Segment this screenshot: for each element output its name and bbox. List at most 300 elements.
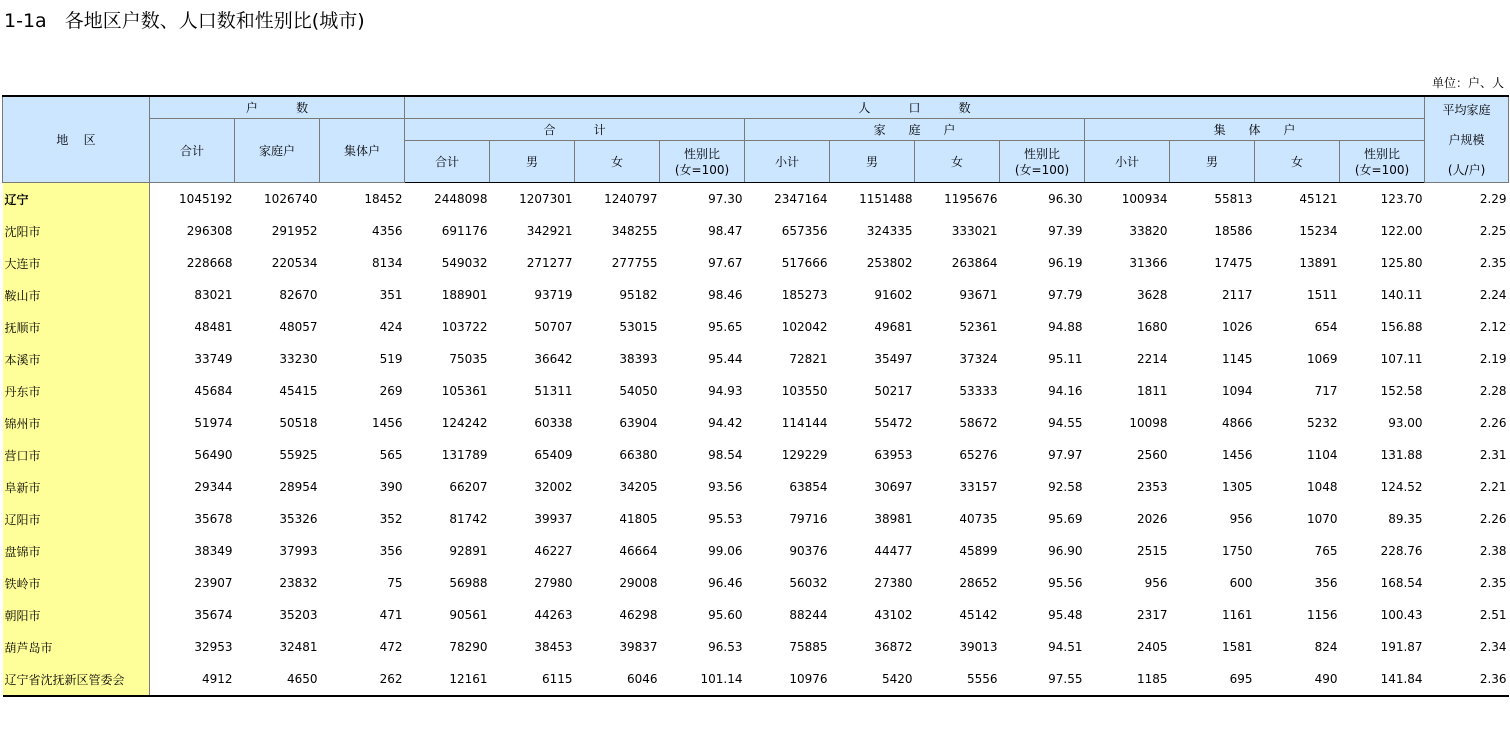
value-cell: 48057 bbox=[279, 320, 318, 334]
table-row bbox=[3, 247, 1509, 279]
avg-size-line-3: (人/户) bbox=[1447, 162, 1486, 177]
value-cell: 79716 bbox=[789, 512, 828, 526]
value-cell: 33157 bbox=[959, 480, 998, 494]
value-cell: 43102 bbox=[874, 608, 913, 622]
value-cell: 94.93 bbox=[708, 384, 743, 398]
value-cell: 75885 bbox=[789, 640, 828, 654]
value-cell: 35674 bbox=[194, 608, 233, 622]
value-cell: 60338 bbox=[534, 416, 573, 430]
value-cell: 78290 bbox=[449, 640, 488, 654]
value-cell: 97.39 bbox=[1048, 224, 1083, 238]
value-cell: 2.35 bbox=[1479, 256, 1507, 270]
value-cell: 32953 bbox=[194, 640, 233, 654]
value-cell: 2117 bbox=[1221, 288, 1253, 302]
value-cell: 50707 bbox=[534, 320, 573, 334]
value-cell: 654 bbox=[1314, 320, 1338, 334]
value-cell: 28652 bbox=[959, 576, 998, 590]
value-cell: 1240797 bbox=[604, 192, 658, 206]
value-cell: 93671 bbox=[959, 288, 998, 302]
value-cell: 46664 bbox=[619, 544, 658, 558]
value-cell: 101.14 bbox=[660, 663, 745, 696]
value-cell: 56032 bbox=[789, 576, 828, 590]
value-cell: 33230 bbox=[279, 352, 318, 366]
header-pop-total: 合 计 bbox=[405, 119, 745, 141]
table-row bbox=[3, 503, 1509, 535]
value-cell: 5420 bbox=[830, 663, 915, 696]
value-cell: 1456 bbox=[1221, 448, 1253, 462]
value-cell: 27380 bbox=[874, 576, 913, 590]
value-cell: 36642 bbox=[534, 352, 573, 366]
value-cell: 46298 bbox=[619, 608, 658, 622]
value-cell: 695 bbox=[1170, 663, 1255, 696]
value-cell: 228668 bbox=[186, 256, 233, 270]
value-cell: 63953 bbox=[874, 448, 913, 462]
value-cell: 12161 bbox=[405, 663, 490, 696]
header-population: 人 口 数 bbox=[405, 96, 1425, 119]
value-cell: 124.52 bbox=[1380, 480, 1423, 494]
value-cell: 228.76 bbox=[1380, 544, 1423, 558]
value-cell: 2515 bbox=[1136, 544, 1168, 558]
value-cell: 657356 bbox=[781, 224, 828, 238]
region-cell: 营口市 bbox=[3, 439, 150, 471]
value-cell: 37324 bbox=[959, 352, 998, 366]
value-cell: 48481 bbox=[194, 320, 233, 334]
value-cell: 269 bbox=[379, 384, 403, 398]
value-cell: 95182 bbox=[619, 288, 658, 302]
value-cell: 90376 bbox=[789, 544, 828, 558]
header-female: 女 bbox=[915, 141, 1000, 183]
value-cell: 31366 bbox=[1129, 256, 1168, 270]
value-cell: 56988 bbox=[449, 576, 488, 590]
value-cell: 352 bbox=[379, 512, 403, 526]
value-cell: 56490 bbox=[194, 448, 233, 462]
value-cell: 63854 bbox=[789, 480, 828, 494]
region-cell: 沈阳市 bbox=[3, 215, 150, 247]
header-subtotal: 小计 bbox=[745, 141, 830, 183]
value-cell: 1048 bbox=[1306, 480, 1338, 494]
value-cell: 717 bbox=[1314, 384, 1338, 398]
region-cell: 丹东市 bbox=[3, 375, 150, 407]
value-cell: 103722 bbox=[441, 320, 488, 334]
value-cell: 65276 bbox=[959, 448, 998, 462]
value-cell: 63904 bbox=[619, 416, 658, 430]
value-cell: 65409 bbox=[534, 448, 573, 462]
value-cell: 32002 bbox=[534, 480, 573, 494]
value-cell: 89.35 bbox=[1388, 512, 1423, 526]
value-cell: 30697 bbox=[874, 480, 913, 494]
table-row bbox=[3, 311, 1509, 343]
value-cell: 39013 bbox=[959, 640, 998, 654]
value-cell: 824 bbox=[1314, 640, 1338, 654]
value-cell: 1104 bbox=[1306, 448, 1338, 462]
region-cell: 辽宁省沈抚新区管委会 bbox=[3, 663, 150, 696]
value-cell: 390 bbox=[379, 480, 403, 494]
value-cell: 100.43 bbox=[1380, 608, 1423, 622]
value-cell: 956 bbox=[1144, 576, 1168, 590]
value-cell: 45415 bbox=[279, 384, 318, 398]
header-male: 男 bbox=[830, 141, 915, 183]
value-cell: 2347164 bbox=[774, 192, 828, 206]
header-hh-collective: 集体户 bbox=[320, 119, 405, 183]
value-cell: 23907 bbox=[194, 576, 233, 590]
value-cell: 18586 bbox=[1214, 224, 1253, 238]
value-cell: 2.31 bbox=[1479, 448, 1507, 462]
value-cell: 2.34 bbox=[1479, 640, 1507, 654]
value-cell: 2448098 bbox=[434, 192, 488, 206]
value-cell: 53015 bbox=[619, 320, 658, 334]
value-cell: 44477 bbox=[874, 544, 913, 558]
region-cell: 本溪市 bbox=[3, 343, 150, 375]
value-cell: 95.53 bbox=[708, 512, 743, 526]
value-cell: 96.19 bbox=[1048, 256, 1083, 270]
value-cell: 2026 bbox=[1136, 512, 1168, 526]
value-cell: 35203 bbox=[279, 608, 318, 622]
header-avg-household-size bbox=[1425, 96, 1509, 183]
value-cell: 5232 bbox=[1306, 416, 1338, 430]
region-cell: 鞍山市 bbox=[3, 279, 150, 311]
value-cell: 50217 bbox=[874, 384, 913, 398]
value-cell: 2.19 bbox=[1479, 352, 1507, 366]
value-cell: 600 bbox=[1229, 576, 1253, 590]
value-cell: 90561 bbox=[449, 608, 488, 622]
value-cell: 1094 bbox=[1221, 384, 1253, 398]
value-cell: 98.47 bbox=[708, 224, 743, 238]
value-cell: 549032 bbox=[441, 256, 488, 270]
value-cell: 956 bbox=[1229, 512, 1253, 526]
value-cell: 103550 bbox=[781, 384, 828, 398]
avg-size-line-1: 平均家庭 bbox=[1442, 102, 1491, 117]
value-cell: 99.06 bbox=[708, 544, 743, 558]
value-cell: 2.24 bbox=[1479, 288, 1507, 302]
header-hh-family: 家庭户 bbox=[235, 119, 320, 183]
value-cell: 72821 bbox=[789, 352, 828, 366]
value-cell: 93.00 bbox=[1388, 416, 1423, 430]
value-cell: 36872 bbox=[874, 640, 913, 654]
value-cell: 33820 bbox=[1129, 224, 1168, 238]
value-cell: 93719 bbox=[534, 288, 573, 302]
table-body bbox=[3, 183, 1509, 697]
value-cell: 8134 bbox=[371, 256, 403, 270]
value-cell: 1026 bbox=[1221, 320, 1253, 334]
value-cell: 37993 bbox=[279, 544, 318, 558]
value-cell: 129229 bbox=[781, 448, 828, 462]
table-row bbox=[3, 279, 1509, 311]
value-cell: 32481 bbox=[279, 640, 318, 654]
value-cell: 13891 bbox=[1299, 256, 1338, 270]
value-cell: 17475 bbox=[1214, 256, 1253, 270]
value-cell: 1456 bbox=[371, 416, 403, 430]
value-cell: 188901 bbox=[441, 288, 488, 302]
value-cell: 1750 bbox=[1221, 544, 1253, 558]
region-cell: 朝阳市 bbox=[3, 599, 150, 631]
value-cell: 324335 bbox=[866, 224, 913, 238]
value-cell: 2.38 bbox=[1479, 544, 1507, 558]
value-cell: 95.11 bbox=[1048, 352, 1083, 366]
value-cell: 333021 bbox=[951, 224, 998, 238]
region-cell: 阜新市 bbox=[3, 471, 150, 503]
value-cell: 220534 bbox=[271, 256, 318, 270]
table-row bbox=[3, 375, 1509, 407]
value-cell: 185273 bbox=[781, 288, 828, 302]
value-cell: 88244 bbox=[789, 608, 828, 622]
region-cell: 锦州市 bbox=[3, 407, 150, 439]
value-cell: 96.90 bbox=[1048, 544, 1083, 558]
header-hh-total: 合计 bbox=[150, 119, 235, 183]
value-cell: 471 bbox=[379, 608, 403, 622]
value-cell: 6115 bbox=[490, 663, 575, 696]
value-cell: 45142 bbox=[959, 608, 998, 622]
value-cell: 107.11 bbox=[1380, 352, 1423, 366]
value-cell: 2.29 bbox=[1479, 192, 1507, 206]
header-sex-ratio: 性别比 (女=100) bbox=[1340, 141, 1425, 183]
value-cell: 55925 bbox=[279, 448, 318, 462]
value-cell: 1207301 bbox=[519, 192, 573, 206]
value-cell: 4356 bbox=[371, 224, 403, 238]
value-cell: 191.87 bbox=[1380, 640, 1423, 654]
table-row bbox=[3, 183, 1509, 216]
value-cell: 1185 bbox=[1085, 663, 1170, 696]
value-cell: 424 bbox=[379, 320, 403, 334]
value-cell: 45684 bbox=[194, 384, 233, 398]
value-cell: 1161 bbox=[1221, 608, 1253, 622]
value-cell: 38981 bbox=[874, 512, 913, 526]
value-cell: 291952 bbox=[271, 224, 318, 238]
value-cell: 1305 bbox=[1221, 480, 1253, 494]
value-cell: 1511 bbox=[1306, 288, 1338, 302]
value-cell: 95.65 bbox=[708, 320, 743, 334]
value-cell: 95.69 bbox=[1048, 512, 1083, 526]
region-cell: 抚顺市 bbox=[3, 311, 150, 343]
value-cell: 1581 bbox=[1221, 640, 1253, 654]
value-cell: 2317 bbox=[1136, 608, 1168, 622]
region-cell: 盘锦市 bbox=[3, 535, 150, 567]
value-cell: 92.58 bbox=[1048, 480, 1083, 494]
value-cell: 342921 bbox=[526, 224, 573, 238]
header-region: 地 区 bbox=[3, 96, 150, 183]
value-cell: 125.80 bbox=[1380, 256, 1423, 270]
avg-size-line-2: 户规模 bbox=[1448, 132, 1485, 147]
page-title: 1-1a 各地区户数、人口数和性别比(城市) bbox=[4, 10, 365, 32]
value-cell: 1069 bbox=[1306, 352, 1338, 366]
value-cell: 490 bbox=[1255, 663, 1340, 696]
value-cell: 152.58 bbox=[1380, 384, 1423, 398]
value-cell: 39937 bbox=[534, 512, 573, 526]
value-cell: 93.56 bbox=[708, 480, 743, 494]
statistics-table bbox=[2, 95, 1509, 697]
value-cell: 296308 bbox=[186, 224, 233, 238]
region-cell: 大连市 bbox=[3, 247, 150, 279]
header-pop-collective: 集 体 户 bbox=[1085, 119, 1425, 141]
value-cell: 105361 bbox=[441, 384, 488, 398]
value-cell: 94.55 bbox=[1048, 416, 1083, 430]
value-cell: 1070 bbox=[1306, 512, 1338, 526]
value-cell: 75 bbox=[387, 576, 403, 590]
region-cell: 葫芦岛市 bbox=[3, 631, 150, 663]
value-cell: 262 bbox=[320, 663, 405, 696]
value-cell: 29344 bbox=[194, 480, 233, 494]
header-male: 男 bbox=[490, 141, 575, 183]
value-cell: 4866 bbox=[1221, 416, 1253, 430]
value-cell: 41805 bbox=[619, 512, 658, 526]
value-cell: 102042 bbox=[781, 320, 828, 334]
value-cell: 351 bbox=[379, 288, 403, 302]
value-cell: 66380 bbox=[619, 448, 658, 462]
value-cell: 356 bbox=[379, 544, 403, 558]
value-cell: 97.55 bbox=[1000, 663, 1085, 696]
value-cell: 10098 bbox=[1129, 416, 1168, 430]
value-cell: 271277 bbox=[526, 256, 573, 270]
value-cell: 517666 bbox=[781, 256, 828, 270]
value-cell: 253802 bbox=[866, 256, 913, 270]
table-row bbox=[3, 631, 1509, 663]
value-cell: 140.11 bbox=[1380, 288, 1423, 302]
value-cell: 2214 bbox=[1136, 352, 1168, 366]
value-cell: 2.36 bbox=[1425, 663, 1509, 696]
value-cell: 98.46 bbox=[708, 288, 743, 302]
value-cell: 95.44 bbox=[708, 352, 743, 366]
value-cell: 2560 bbox=[1136, 448, 1168, 462]
value-cell: 2.12 bbox=[1479, 320, 1507, 334]
value-cell: 97.97 bbox=[1048, 448, 1083, 462]
value-cell: 131.88 bbox=[1380, 448, 1423, 462]
value-cell: 81742 bbox=[449, 512, 488, 526]
value-cell: 55813 bbox=[1214, 192, 1253, 206]
region-cell: 辽阳市 bbox=[3, 503, 150, 535]
table-row bbox=[3, 343, 1509, 375]
value-cell: 1811 bbox=[1136, 384, 1168, 398]
value-cell: 97.79 bbox=[1048, 288, 1083, 302]
value-cell: 94.16 bbox=[1048, 384, 1083, 398]
value-cell: 2.26 bbox=[1479, 416, 1507, 430]
value-cell: 55472 bbox=[874, 416, 913, 430]
value-cell: 95.56 bbox=[1048, 576, 1083, 590]
value-cell: 38349 bbox=[194, 544, 233, 558]
value-cell: 141.84 bbox=[1340, 663, 1425, 696]
value-cell: 35497 bbox=[874, 352, 913, 366]
header-pop-family: 家 庭 户 bbox=[745, 119, 1085, 141]
value-cell: 356 bbox=[1314, 576, 1338, 590]
header-sex-ratio: 性别比 (女=100) bbox=[1000, 141, 1085, 183]
header-total-sub: 合计 bbox=[405, 141, 490, 183]
value-cell: 27980 bbox=[534, 576, 573, 590]
value-cell: 114144 bbox=[781, 416, 828, 430]
table-row bbox=[3, 215, 1509, 247]
value-cell: 29008 bbox=[619, 576, 658, 590]
value-cell: 51974 bbox=[194, 416, 233, 430]
table-row bbox=[3, 535, 1509, 567]
value-cell: 66207 bbox=[449, 480, 488, 494]
header-male: 男 bbox=[1170, 141, 1255, 183]
value-cell: 53333 bbox=[959, 384, 998, 398]
value-cell: 23832 bbox=[279, 576, 318, 590]
value-cell: 83021 bbox=[194, 288, 233, 302]
value-cell: 82670 bbox=[279, 288, 318, 302]
value-cell: 39837 bbox=[619, 640, 658, 654]
header-sex-ratio: 性别比 (女=100) bbox=[660, 141, 745, 183]
value-cell: 565 bbox=[379, 448, 403, 462]
table-row bbox=[3, 567, 1509, 599]
value-cell: 10976 bbox=[745, 663, 830, 696]
value-cell: 2.28 bbox=[1479, 384, 1507, 398]
value-cell: 18452 bbox=[364, 192, 403, 206]
value-cell: 15234 bbox=[1299, 224, 1338, 238]
value-cell: 38453 bbox=[534, 640, 573, 654]
value-cell: 1045192 bbox=[179, 192, 233, 206]
value-cell: 38393 bbox=[619, 352, 658, 366]
value-cell: 765 bbox=[1314, 544, 1338, 558]
value-cell: 2.26 bbox=[1479, 512, 1507, 526]
value-cell: 34205 bbox=[619, 480, 658, 494]
value-cell: 277755 bbox=[611, 256, 658, 270]
value-cell: 472 bbox=[379, 640, 403, 654]
value-cell: 5556 bbox=[915, 663, 1000, 696]
value-cell: 98.54 bbox=[708, 448, 743, 462]
table-row bbox=[3, 471, 1509, 503]
value-cell: 45899 bbox=[959, 544, 998, 558]
value-cell: 3628 bbox=[1136, 288, 1168, 302]
value-cell: 96.30 bbox=[1048, 192, 1083, 206]
value-cell: 33749 bbox=[194, 352, 233, 366]
value-cell: 519 bbox=[379, 352, 403, 366]
value-cell: 28954 bbox=[279, 480, 318, 494]
unit-label: 单位：户、人 bbox=[1431, 76, 1504, 90]
value-cell: 100934 bbox=[1121, 192, 1168, 206]
value-cell: 95.48 bbox=[1048, 608, 1083, 622]
value-cell: 168.54 bbox=[1380, 576, 1423, 590]
region-cell: 铁岭市 bbox=[3, 567, 150, 599]
value-cell: 1151488 bbox=[859, 192, 913, 206]
value-cell: 96.46 bbox=[708, 576, 743, 590]
value-cell: 40735 bbox=[959, 512, 998, 526]
value-cell: 156.88 bbox=[1380, 320, 1423, 334]
value-cell: 35678 bbox=[194, 512, 233, 526]
header-female: 女 bbox=[1255, 141, 1340, 183]
value-cell: 1026740 bbox=[264, 192, 318, 206]
value-cell: 91602 bbox=[874, 288, 913, 302]
table-row bbox=[3, 439, 1509, 471]
value-cell: 2405 bbox=[1136, 640, 1168, 654]
value-cell: 58672 bbox=[959, 416, 998, 430]
header-households: 户 数 bbox=[150, 96, 405, 119]
value-cell: 2.21 bbox=[1479, 480, 1507, 494]
value-cell: 348255 bbox=[611, 224, 658, 238]
value-cell: 263864 bbox=[951, 256, 998, 270]
value-cell: 1195676 bbox=[944, 192, 998, 206]
header-female: 女 bbox=[575, 141, 660, 183]
value-cell: 2.35 bbox=[1479, 576, 1507, 590]
value-cell: 691176 bbox=[441, 224, 488, 238]
value-cell: 4912 bbox=[150, 663, 235, 696]
value-cell: 75035 bbox=[449, 352, 488, 366]
value-cell: 124242 bbox=[441, 416, 488, 430]
value-cell: 95.60 bbox=[708, 608, 743, 622]
table-row bbox=[3, 407, 1509, 439]
value-cell: 94.51 bbox=[1048, 640, 1083, 654]
value-cell: 97.67 bbox=[708, 256, 743, 270]
table-row bbox=[3, 663, 1509, 696]
value-cell: 54050 bbox=[619, 384, 658, 398]
value-cell: 44263 bbox=[534, 608, 573, 622]
value-cell: 92891 bbox=[449, 544, 488, 558]
value-cell: 49681 bbox=[874, 320, 913, 334]
value-cell: 50518 bbox=[279, 416, 318, 430]
value-cell: 35326 bbox=[279, 512, 318, 526]
value-cell: 51311 bbox=[534, 384, 573, 398]
value-cell: 46227 bbox=[534, 544, 573, 558]
header-subtotal: 小计 bbox=[1085, 141, 1170, 183]
value-cell: 4650 bbox=[235, 663, 320, 696]
value-cell: 131789 bbox=[441, 448, 488, 462]
